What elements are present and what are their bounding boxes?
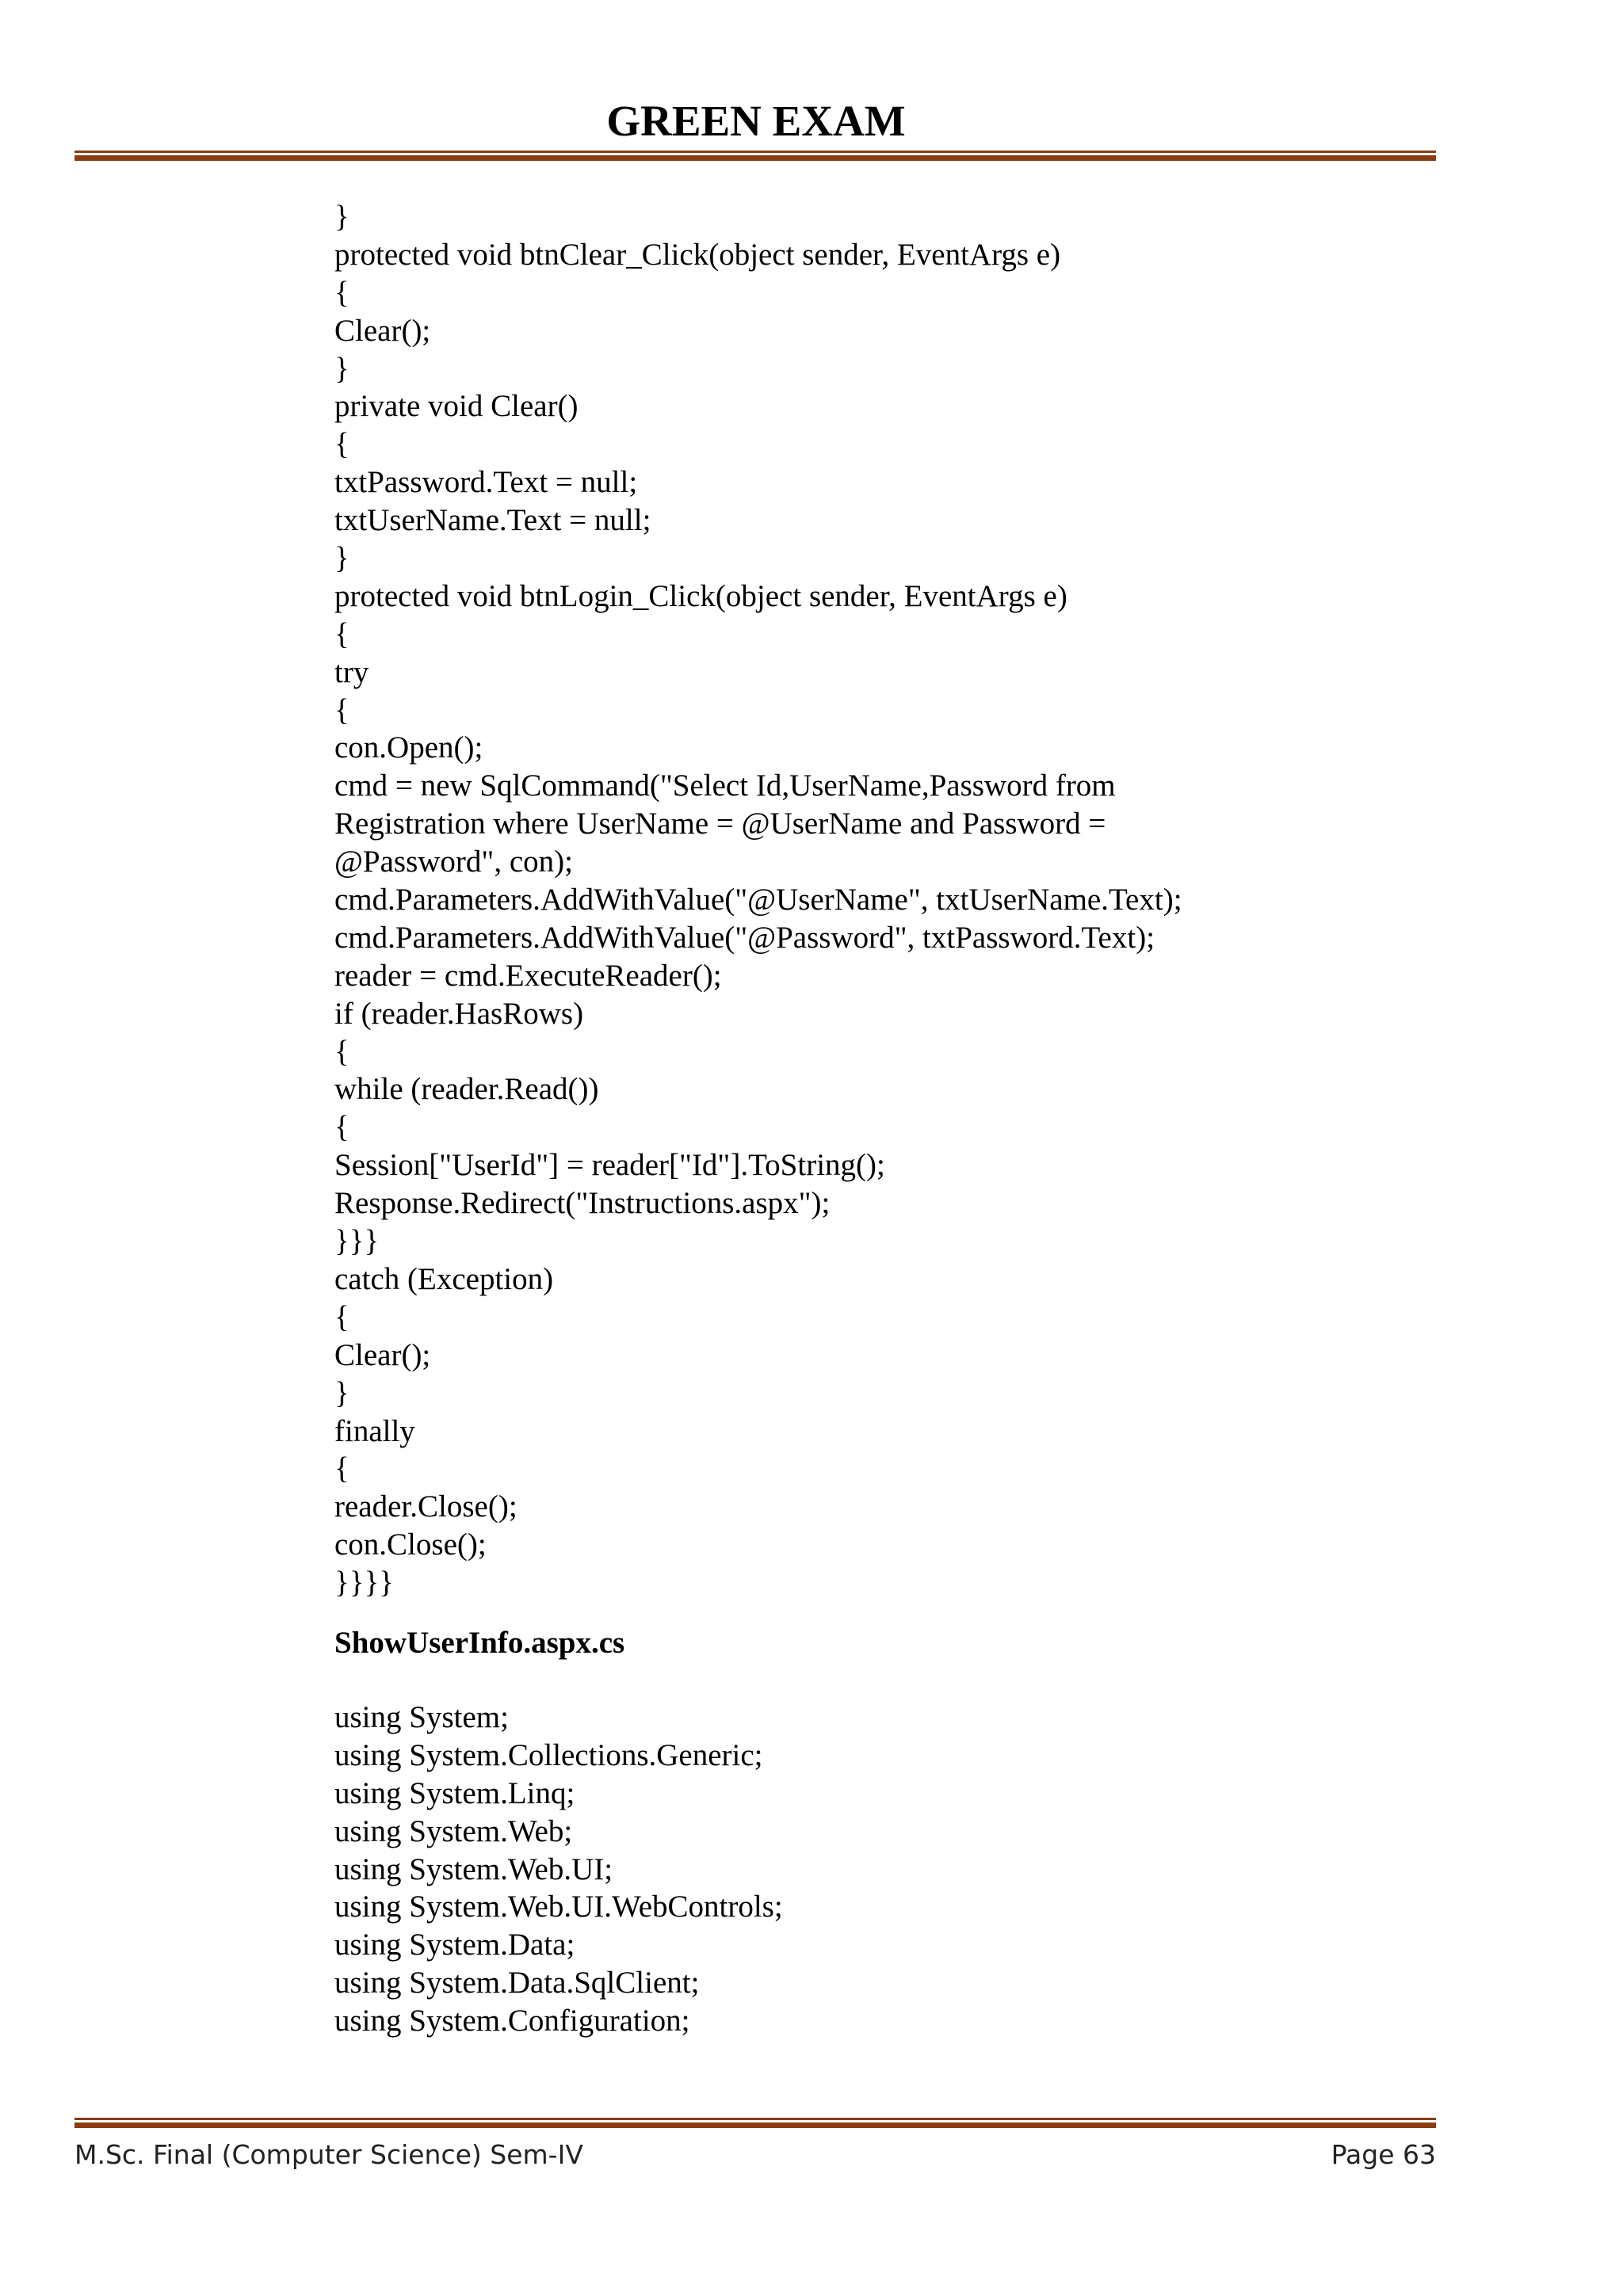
code-line: con.Close(); <box>334 1527 487 1562</box>
code-line: txtPassword.Text = null; <box>334 465 638 500</box>
code-line: { <box>334 1451 349 1486</box>
code-line: try <box>334 654 369 689</box>
code-line: cmd = new SqlCommand("Select Id,UserName,Password from <box>334 769 1116 803</box>
code-line: } <box>334 200 349 234</box>
header-rule <box>74 151 1436 161</box>
file-heading: ShowUserInfo.aspx.cs <box>334 1625 625 1660</box>
code-line: { <box>334 427 349 462</box>
page-footer <box>74 2135 1436 2175</box>
code-line: private void Clear() <box>334 389 579 424</box>
footer-page-number: Page 63 <box>1331 2139 1436 2170</box>
code-line: protected void btnClear_Click(object sender, EventArgs e) <box>334 237 1061 272</box>
code-line: cmd.Parameters.AddWithValue("@UserName", txtUserName.Text); <box>334 883 1182 917</box>
code-line: }}} <box>334 1224 380 1259</box>
code-line: reader.Close(); <box>334 1489 517 1524</box>
code-line: { <box>334 1110 349 1145</box>
code-line: { <box>334 616 349 651</box>
code-line: @Password", con); <box>334 845 573 879</box>
code-line: } <box>334 351 349 386</box>
code-line: { <box>334 1034 349 1069</box>
code-line: while (reader.Read()) <box>334 1072 599 1107</box>
code-line: using System.Web.UI.WebControls; <box>334 1890 783 1924</box>
code-line: } <box>334 541 349 576</box>
page-title: GREEN EXAM <box>606 97 906 145</box>
code-line: reader = cmd.ExecuteReader(); <box>334 958 722 993</box>
code-line: Clear(); <box>334 1337 431 1372</box>
code-line: { <box>334 275 349 310</box>
code-line: con.Open(); <box>334 730 483 765</box>
code-line: } <box>334 1375 349 1410</box>
code-line: using System.Data.SqlClient; <box>334 1966 700 2000</box>
code-line: finally <box>334 1413 415 1448</box>
code-line: cmd.Parameters.AddWithValue("@Password", txtPassword.Text); <box>334 920 1155 955</box>
code-line: protected void btnLogin_Click(object sender, EventArgs e) <box>334 578 1067 613</box>
code-line: { <box>334 1299 349 1334</box>
code-line: using System.Web.UI; <box>334 1852 613 1886</box>
code-line: txtUserName.Text = null; <box>334 503 651 538</box>
code-line: using System.Configuration; <box>334 2004 690 2039</box>
code-line: Session["UserId"] = reader["Id"].ToString(); <box>334 1148 885 1183</box>
code-block-using-directives <box>334 1699 1444 2040</box>
code-line: if (reader.HasRows) <box>334 996 584 1031</box>
code-line: Response.Redirect("Instructions.aspx"); <box>334 1186 831 1221</box>
code-line: using System.Collections.Generic; <box>334 1737 763 1772</box>
code-line: using System.Linq; <box>334 1775 575 1810</box>
footer-course-label: M.Sc. Final (Computer Science) Sem-IV <box>74 2139 583 2170</box>
code-line: { <box>334 692 349 727</box>
code-line: using System.Data; <box>334 1928 575 1962</box>
page-content <box>334 198 1444 2040</box>
code-line: using System.Web; <box>334 1814 573 1848</box>
code-line: using System; <box>334 1699 509 1734</box>
code-line: Registration where UserName = @UserName and Password = <box>334 807 1106 841</box>
code-block-login <box>334 198 1444 1602</box>
code-line: catch (Exception) <box>334 1261 554 1296</box>
code-line: }}}} <box>334 1566 394 1600</box>
code-line: Clear(); <box>334 313 431 348</box>
footer-rule <box>74 2118 1436 2128</box>
